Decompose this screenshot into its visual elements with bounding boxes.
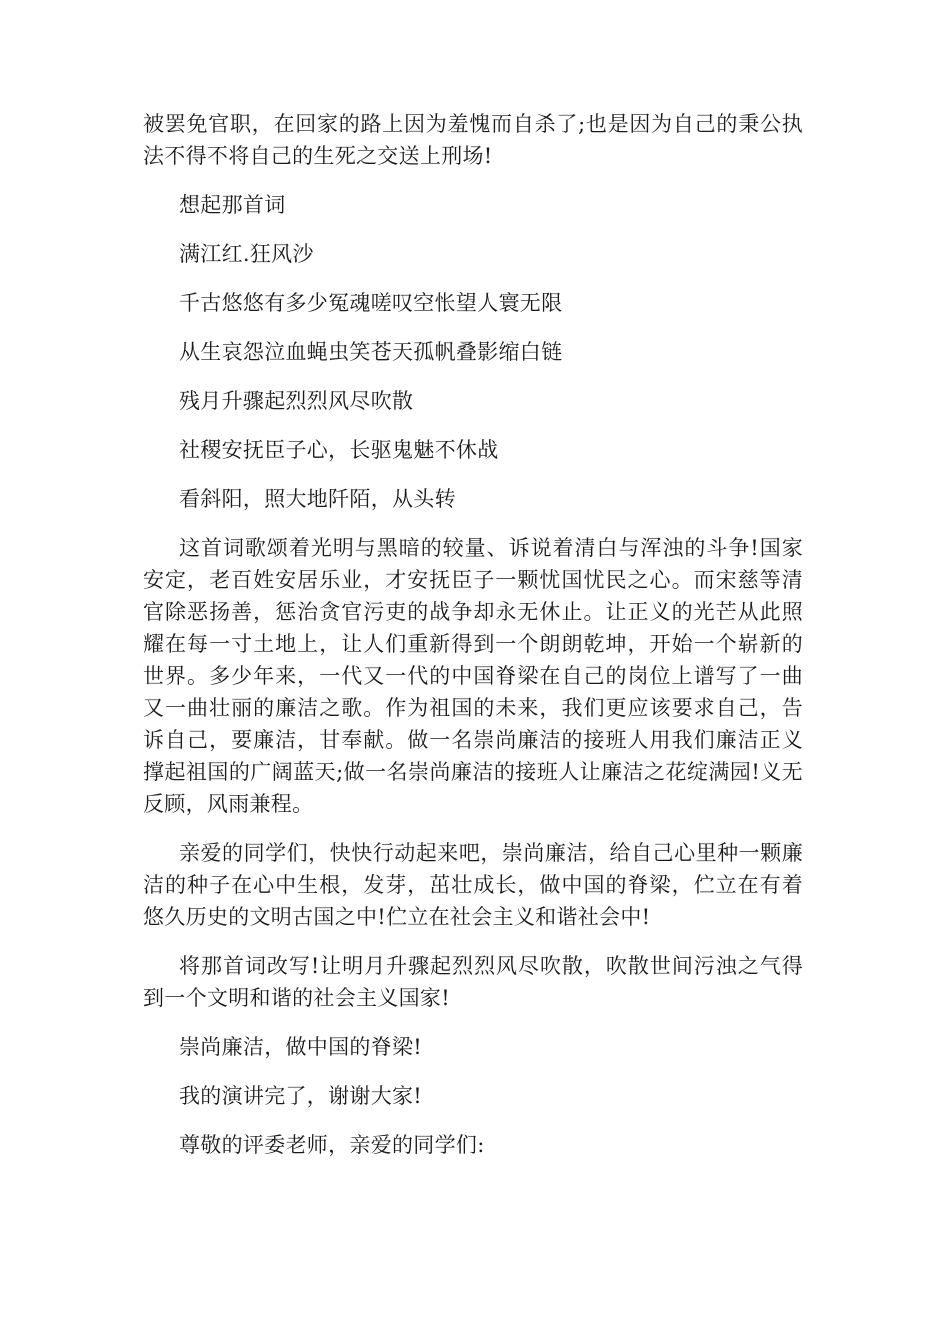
poem-line-4: 社稷安抚臣子心，长驱鬼魅不休战: [179, 438, 499, 462]
paragraph-2: 想起那首词: [179, 193, 286, 217]
poem-line-1: 千古悠悠有多少冤魂嗟叹空怅望人寰无限: [179, 291, 563, 315]
poem-line-2: 从生哀怨泣血蝇虫笑苍天孤帆叠影缩白链: [179, 340, 563, 364]
paragraph-1: 被罢免官职，在回家的路上因为羞愧而自杀了;也是因为自己的秉公执法不得不将自己的生死之交送上刑场!: [143, 112, 803, 168]
paragraph-closing: 我的演讲完了，谢谢大家!: [179, 1084, 423, 1108]
paragraph-call-to-action: 亲爱的同学们，快快行动起来吧，崇尚廉洁，给自己心里种一颗廉洁的种子在心中生根，发芽，茁壮成长，做中国的脊梁，伫立在有着悠久历史的文明古国之中!伫立在社会主义和谐社会中!: [143, 841, 803, 929]
paragraph-rewrite: 将那首词改写!让明月升骤起烈烈风尽吹散，吹散世间污浊之气得到一个文明和谐的社会主义国家!: [143, 954, 803, 1010]
paragraph-greeting: 尊敬的评委老师，亲爱的同学们:: [179, 1133, 485, 1157]
poem-line-5: 看斜阳，照大地阡陌，从头转: [179, 487, 456, 511]
paragraph-slogan: 崇尚廉洁，做中国的脊梁!: [179, 1035, 423, 1059]
poem-line-3: 残月升骤起烈烈风尽吹散: [179, 389, 414, 413]
poem-title: 满江红.狂风沙: [179, 242, 314, 266]
paragraph-commentary: 这首词歌颂着光明与黑暗的较量、诉说着清白与浑浊的斗争!国家安定，老百姓安居乐业，才安抚臣子一颗忧国忧民之心。而宋慈等清官除恶扬善，惩治贪官污吏的战争却永无休止。让正义的光芒从此照耀在每一寸土地上，让人们重新得到一个朗朗乾坤，开始一个崭新的世界。多少年来，一代又一代的中国脊梁在自己的岗位上谱写了一曲又一曲壮丽的廉洁之歌。作为祖国的未来，我们更应该要求自己，告诉自己，要廉洁，甘奉献。做一名崇尚廉洁的接班人用我们廉洁正义撑起祖国的广阔蓝天;做一名崇尚廉洁的接班人让廉洁之花绽满园!义无反顾，风雨兼程。: [143, 536, 803, 816]
document-body: [143, 108, 803, 1178]
